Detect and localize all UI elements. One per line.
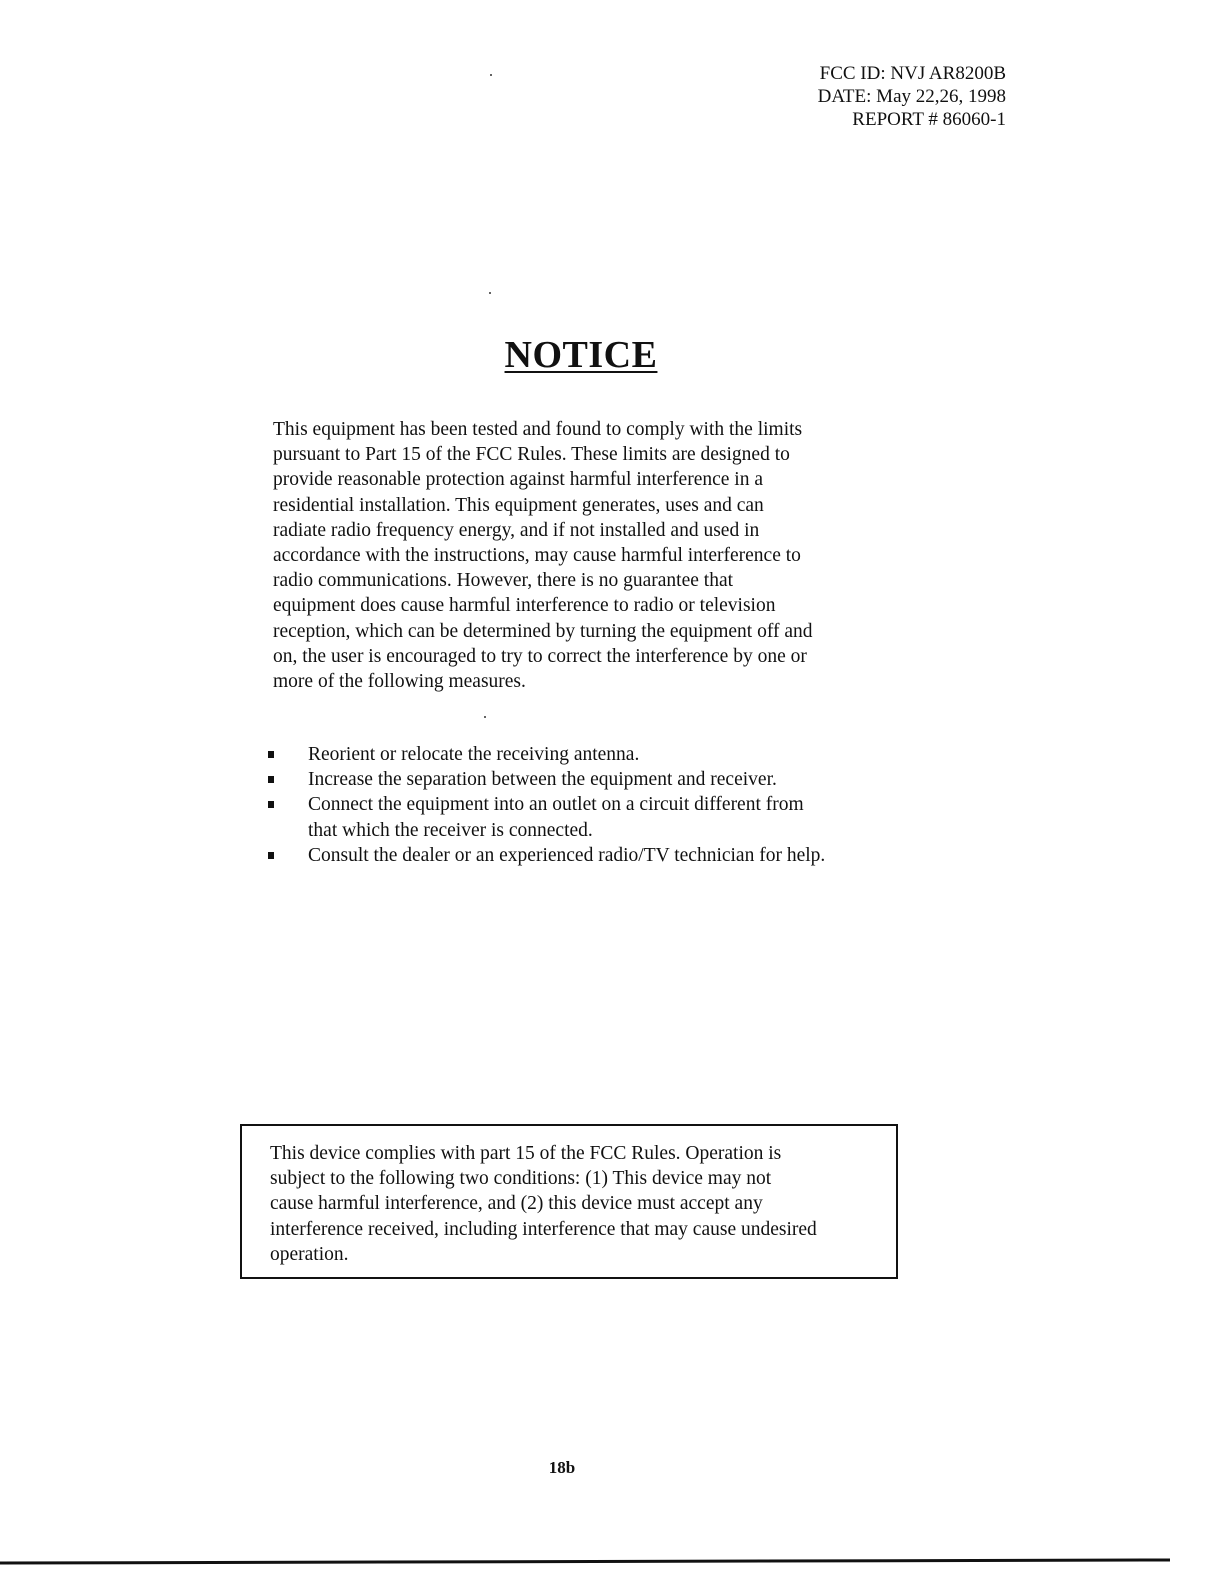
page-number: 18b xyxy=(548,1458,576,1477)
list-item-text: Connect the equipment into an outlet on a circuit different from xyxy=(308,794,804,816)
compliance-line: interference received, including interference that may cause undesired xyxy=(270,1218,817,1240)
paragraph-line: pursuant to Part 15 of the FCC Rules. These limits are designed to xyxy=(273,444,790,466)
list-item-text: that which the receiver is connected. xyxy=(308,819,593,841)
list-item-text: Reorient or relocate the receiving antenna. xyxy=(308,744,640,765)
paragraph-line: equipment does cause harmful interference to radio or television xyxy=(273,595,776,617)
compliance-line: cause harmful interference, and (2) this device must accept any xyxy=(270,1193,763,1215)
list-item xyxy=(266,843,906,868)
compliance-line: subject to the following two conditions: (1) This device may not xyxy=(270,1168,772,1190)
compliance-line: This device complies with part 15 of the FCC Rules. Operation is xyxy=(270,1143,782,1164)
document-header xyxy=(818,62,1006,131)
list-item-text: Increase the separation between the equipment and receiver. xyxy=(308,769,777,791)
notice-paragraph xyxy=(273,417,893,694)
compliance-line: operation. xyxy=(270,1243,349,1265)
fcc-id: FCC ID: NVJ AR8200B xyxy=(819,63,1006,84)
paragraph-line: radiate radio frequency energy, and if not installed and used in xyxy=(273,519,760,541)
paragraph-line: on, the user is encouraged to try to correct the interference by one or xyxy=(273,645,807,667)
paragraph-line: This equipment has been tested and found to comply with the limits xyxy=(273,419,803,440)
report-number: REPORT # 86060-1 xyxy=(852,109,1006,130)
paragraph-line: radio communications. However, there is no guarantee that xyxy=(273,570,734,592)
scan-speck xyxy=(489,292,491,294)
compliance-statement xyxy=(270,1141,817,1267)
square-bullet-icon xyxy=(268,801,274,808)
paragraph-line: residential installation. This equipment generates, uses and can xyxy=(273,494,764,516)
measures-list xyxy=(266,742,906,868)
scan-edge-line xyxy=(0,1558,1170,1564)
compliance-statement-box xyxy=(240,1124,898,1279)
paragraph-line: accordance with the instructions, may cause harmful interference to xyxy=(273,545,801,567)
scan-speck xyxy=(484,716,486,718)
square-bullet-icon xyxy=(268,751,274,758)
notice-title: NOTICE xyxy=(504,334,658,376)
scan-speck xyxy=(490,74,492,76)
report-date: DATE: May 22,26, 1998 xyxy=(817,86,1006,107)
square-bullet-icon xyxy=(268,776,274,783)
paragraph-line: reception, which can be determined by turning the equipment off and xyxy=(273,620,813,642)
list-item xyxy=(266,767,906,792)
paragraph-line: provide reasonable protection against harmful interference in a xyxy=(273,469,763,491)
paragraph-line: more of the following measures. xyxy=(273,671,526,693)
square-bullet-icon xyxy=(268,852,274,859)
list-item xyxy=(266,792,906,842)
list-item xyxy=(266,742,906,767)
list-item-text: Consult the dealer or an experienced radio/TV technician for help. xyxy=(308,844,826,866)
